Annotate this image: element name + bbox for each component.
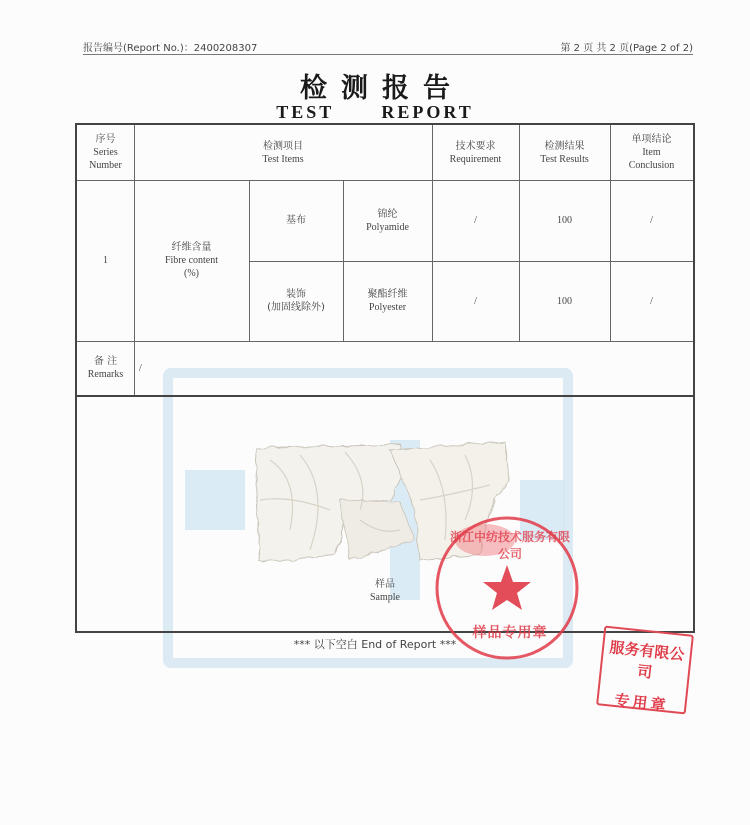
title-chinese: 检测报告 [300,73,464,104]
series-number: 1 [103,255,108,266]
conclusion-2: / [650,295,653,307]
page-info: 第 2 页 共 2 页(Page 2 of 2) [560,43,693,54]
requirement-2: / [474,295,477,307]
report-header [83,37,693,55]
requirement-1: / [474,215,477,226]
part-base-fabric: 基布 [286,215,306,226]
fibre-polyamide: 锦纶 Polyamide [366,209,409,233]
part-decoration: 装饰 (加固线除外) [267,289,325,313]
remarks-value: / [139,362,142,374]
header-test-results: 检测结果 Test Results [540,140,589,165]
sample-label: 样品 Sample [370,579,400,603]
end-of-report: *** 以下空白 End of Report *** [293,638,457,651]
stamp-rect-top-text: 服务有限公司 [608,638,686,682]
stamp-circle-top-text: 浙江中纺技术服务有限公司 [450,530,571,561]
remarks-label: 备 注 Remarks [87,356,124,380]
stamp-rect-bottom-text: 专用章 [613,691,670,715]
item-fibre-content: 纤维含量 Fibre content (%) [164,242,219,279]
stamp-circle-bottom-text: 样品专用章 [472,625,548,641]
header-conclusion: 单项结论 Item Conclusion [628,134,675,171]
title-english: TEST REPORT [276,102,474,122]
report-number: 报告编号(Report No.)：2400208307 [83,43,258,54]
header-test-items: 检测项目 Test Items [262,140,304,165]
conclusion-1: / [650,215,653,226]
result-1: 100 [557,215,572,226]
fibre-polyester: 聚酯纤维 Polyester [367,289,408,313]
header-requirement: 技术要求 Requirement [449,140,502,165]
stamp-rectangle [596,626,694,715]
result-2: 100 [557,295,572,307]
header-series: 序号 Series Number [89,134,122,171]
